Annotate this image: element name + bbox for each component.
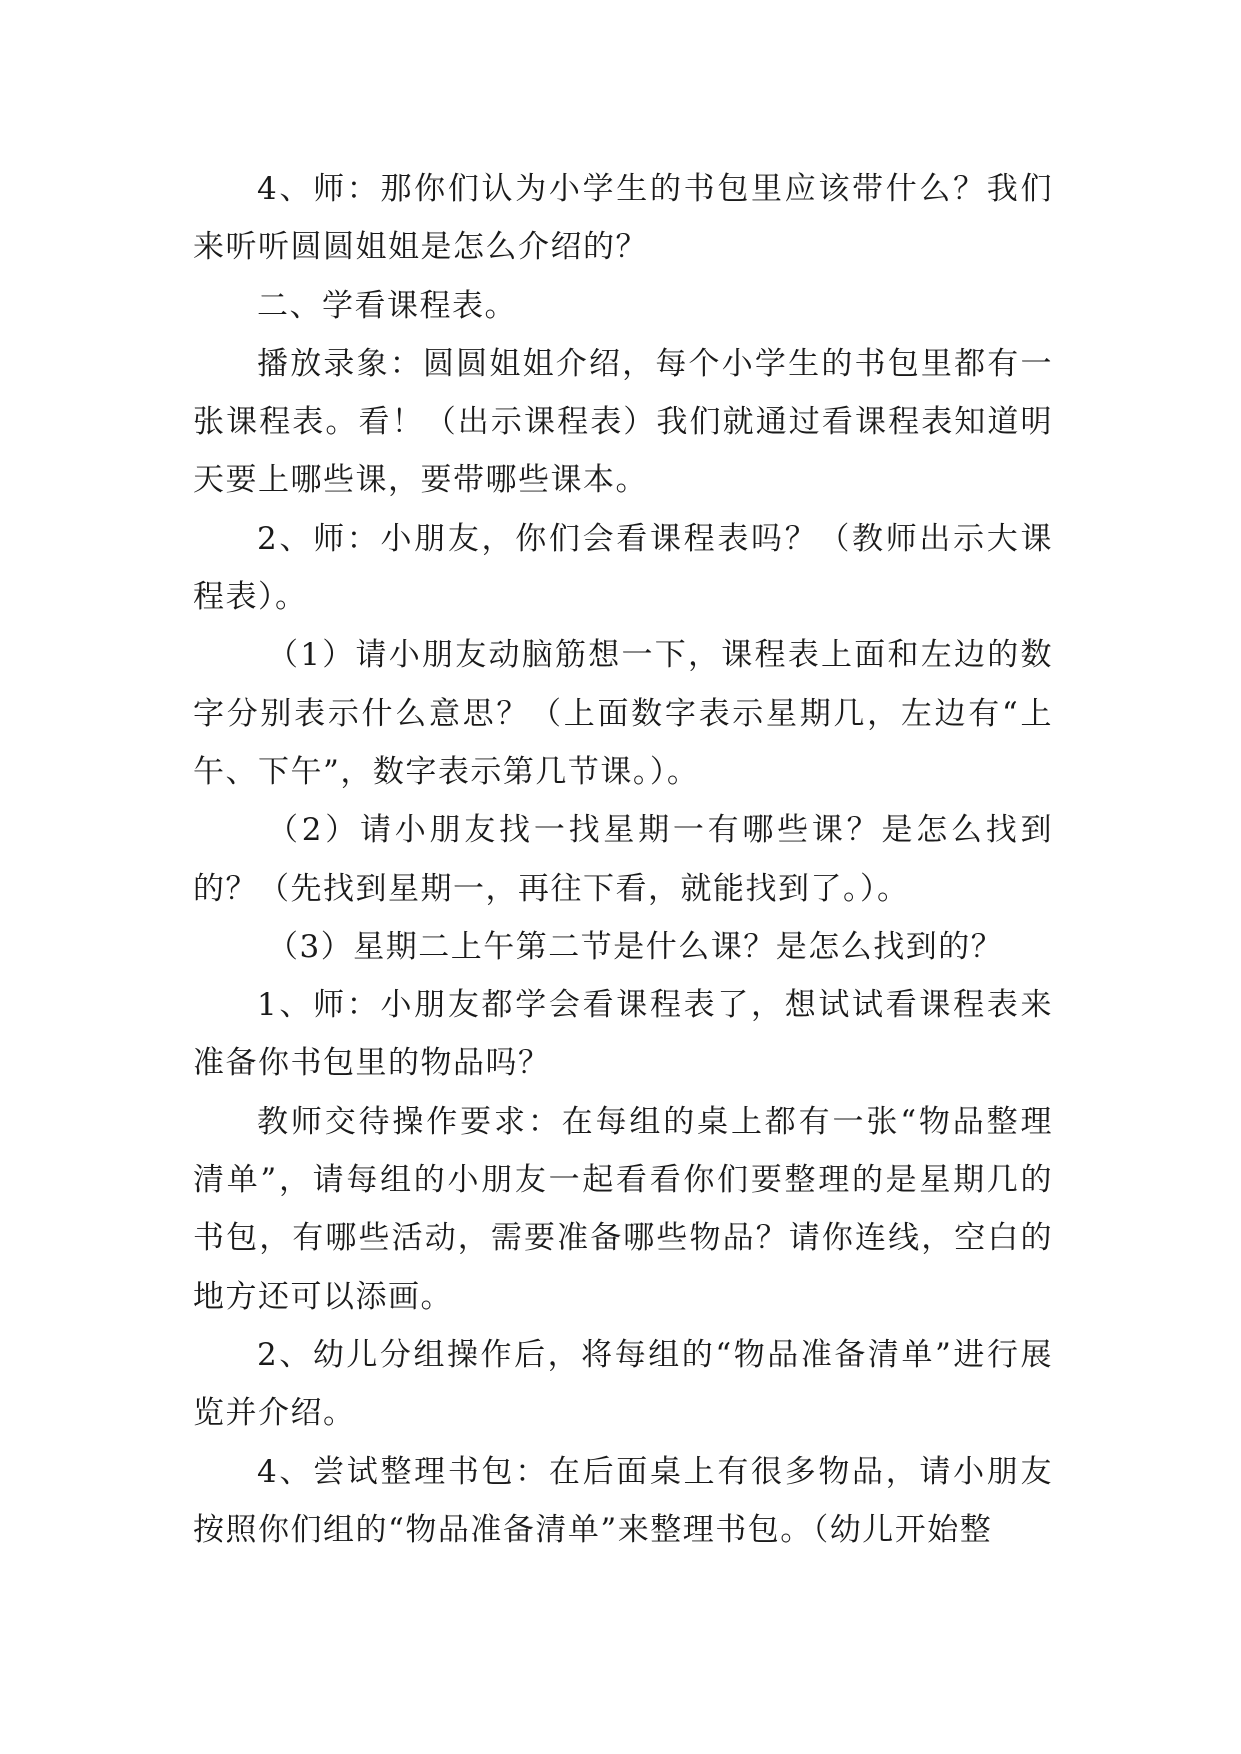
paragraph: 教师交待操作要求：在每组的桌上都有一张“物品整理清单”，请每组的小朋友一起看看你们要整理的是星期几的书包，有哪些活动，需要准备哪些物品？请你连线，空白的地方还可以添画。 [193,1103,1053,1315]
document-body [193,160,1053,1559]
section-heading: 二、学看课程表。 [257,287,517,324]
paragraph: （1）请小朋友动脑筋想一下，课程表上面和左边的数字分别表示什么意思？（上面数字表示星期几，左边有“上午、下午”，数字表示第几节课。）。 [193,637,1053,790]
paragraph: 4、尝试整理书包：在后面桌上有很多物品，请小朋友按照你们组的“物品准备清单”来整理书包。（幼儿开始整 [193,1453,1053,1548]
paragraph: 2、幼儿分组操作后，将每组的“物品准备清单”进行展览并介绍。 [193,1336,1053,1432]
paragraph: （3）星期二上午第二节是什么课？是怎么找到的？ [267,928,1004,965]
paragraph: 1、师：小朋友都学会看课程表了，想试试看课程表来准备你书包里的物品吗？ [193,987,1053,1082]
paragraph: 2、师：小朋友，你们会看课程表吗？（教师出示大课程表）。 [193,520,1053,616]
paragraph: 播放录象：圆圆姐姐介绍，每个小学生的书包里都有一张课程表。看！（出示课程表）我们就通过看课程表知道明天要上哪些课，要带哪些课本。 [193,345,1053,499]
paragraph: （2）请小朋友找一找星期一有哪些课？是怎么找到的？（先找到星期一，再往下看，就能找到了。）。 [193,812,1053,907]
paragraph: 4、师：那你们认为小学生的书包里应该带什么？我们来听听圆圆姐姐是怎么介绍的？ [193,171,1053,266]
